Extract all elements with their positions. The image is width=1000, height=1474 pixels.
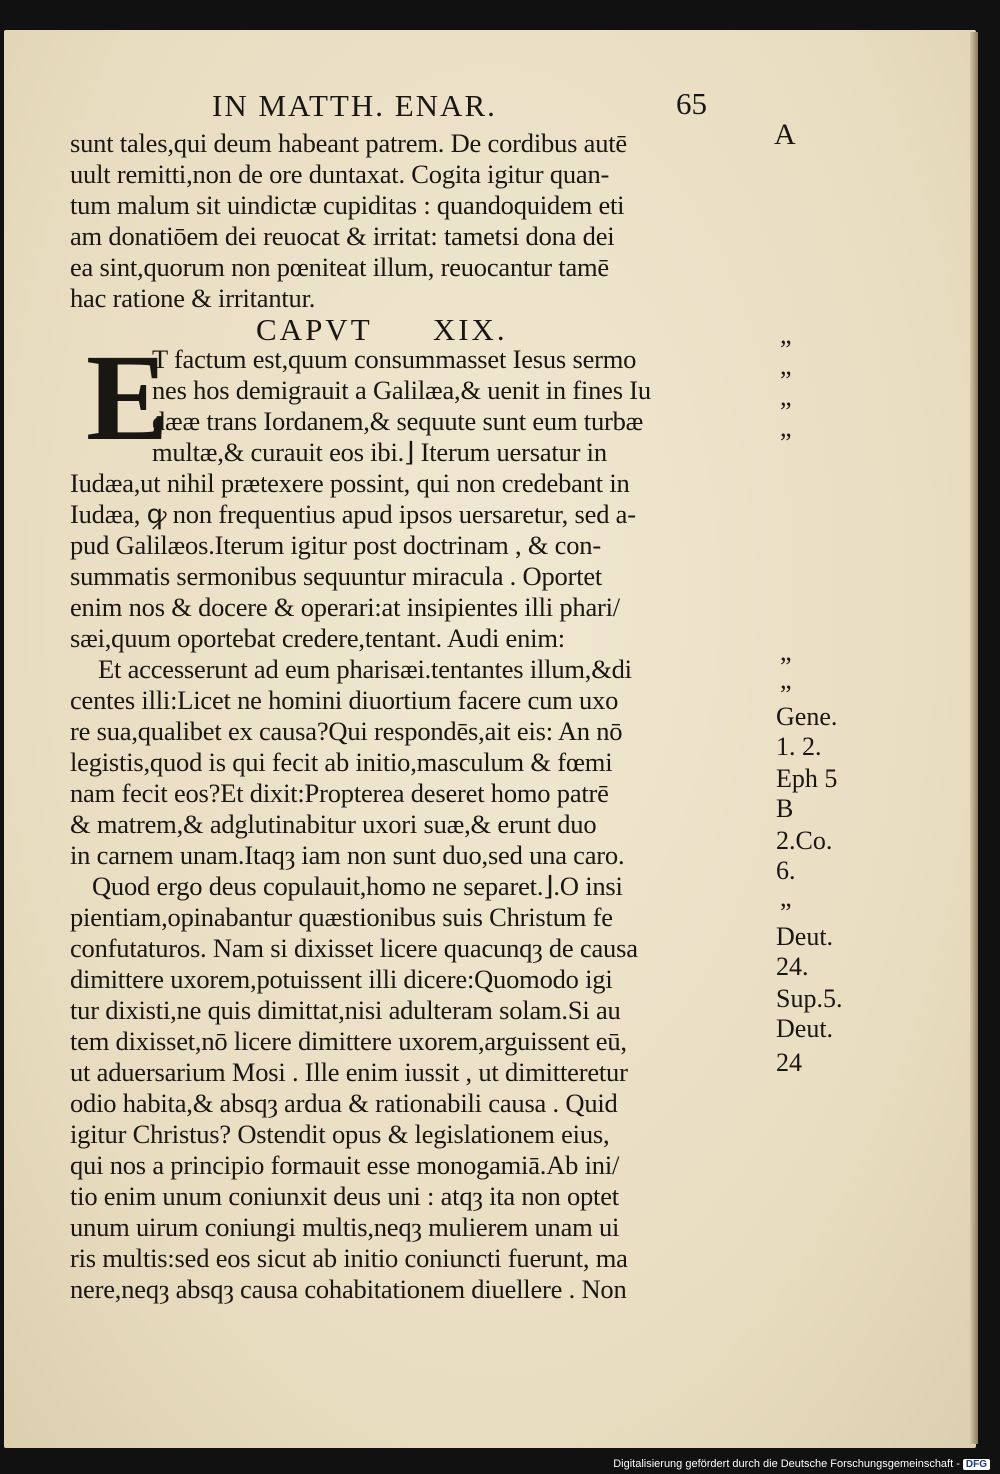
margin-letter: A [774, 118, 796, 151]
text-line: & matrem,& adglutinabitur uxori suæ,& erunt duo [70, 809, 597, 839]
text-line: uult remitti,non de ore duntaxat. Cogita igitur quan- [70, 159, 610, 189]
running-head: IN MATTH. ENAR. [212, 88, 497, 123]
margin-mark: ” [780, 366, 792, 395]
text-line: re sua,qualibet ex causa?Qui respondēs,ait eis: An nō [70, 716, 623, 746]
text-line: pientiam,opinabantur quæstionibus suis Christum fe [70, 902, 613, 932]
margin-note: Deut. [776, 1014, 834, 1043]
text-line: igitur Christus? Ostendit opus & legislationem eius, [70, 1119, 610, 1149]
digitization-credit [613, 1458, 990, 1470]
margin-note: 1. 2. [776, 732, 822, 761]
text-line: in carnem unam.Itaqȝ iam non sunt duo,sed una caro. [70, 840, 625, 870]
text-line: sunt tales,qui deum habeant patrem. De cordibus autē [70, 128, 627, 158]
margin-note: B [776, 794, 794, 823]
text-line: tio enim unum coniunxit deus uni : atqȝ ita non optet [70, 1181, 619, 1211]
text-line: qui nos a principio formauit esse monogamiā.Ab ini/ [70, 1150, 620, 1180]
margin-note: 6. [776, 856, 796, 885]
text-line: nere,neqȝ absqȝ causa cohabitationem diuellere . Non [70, 1274, 627, 1304]
margin-note: 24 [776, 1048, 802, 1077]
text-line: legistis,quod is qui fecit ab initio,masculum & fœmi [70, 747, 613, 777]
margin-mark: ” [780, 397, 792, 426]
margin-note: Eph 5 [776, 764, 838, 793]
text-line: Et accesserunt ad eum pharisæi.tentantes illum,&di [98, 654, 632, 684]
text-line: pud Galilæos.Iterum igitur post doctrinam , & con- [70, 530, 601, 560]
margin-mark: ” [780, 652, 792, 681]
text-line: ris multis:sed eos sicut ab initio coniuncti fuerunt, ma [70, 1243, 628, 1273]
text-line: unum uirum coniungi multis,neqȝ mulierem unam ui [70, 1212, 620, 1242]
page-edge [970, 32, 978, 1444]
text-line: dimittere uxorem,potuissent illi dicere:Quomodo igi [70, 964, 613, 994]
margin-note: Deut. [776, 922, 834, 951]
page-number: 65 [676, 86, 707, 121]
margin-mark: ” [780, 680, 792, 709]
text-line: nes hos demigrauit a Galilæa,& uenit in fines Iu [152, 375, 651, 405]
margin-note: Sup.5. [776, 984, 843, 1013]
text-line: summatis sermonibus sequuntur miracula . Oportet [70, 561, 603, 591]
text-line: nam fecit eos?Et dixit:Propterea deseret homo patrē [70, 778, 609, 808]
credit-text: Digitalisierung gefördert durch die Deutsche Forschungsgemeinschaft - [613, 1458, 960, 1470]
margin-note: 2.Co. [776, 826, 833, 855]
text-line: multæ,& curauit eos ibi.⌋ Iterum uersatur in [152, 437, 607, 467]
text-line: T factum est,quum consummasset Iesus sermo [152, 344, 637, 374]
text-line: centes illi:Licet ne homini diuortium facere cum uxo [70, 685, 619, 715]
margin-mark: ” [780, 898, 792, 927]
margin-note: 24. [776, 952, 809, 981]
margin-mark: ” [780, 428, 792, 457]
text-line: Iudæa, ꝙ non frequentius apud ipsos uersaretur, sed a- [70, 499, 636, 529]
dfg-logo: DFG [963, 1459, 990, 1470]
text-line: dææ trans Iordanem,& sequute sunt eum turbæ [152, 406, 644, 436]
text-line: am donatiōem dei reuocat & irritat: tametsi dona dei [70, 221, 615, 251]
text-line: confutaturos. Nam si dixisset licere quacunqȝ de causa [70, 933, 638, 963]
text-line: Quod ergo deus copulauit,homo ne separet.⌋.O insi [92, 871, 623, 901]
text-line: sæi,quum oportebat credere,tentant. Audi enim: [70, 623, 565, 653]
text-line: tum malum sit uindictæ cupiditas : quandoquidem eti [70, 190, 625, 220]
text-line: enim nos & docere & operari:at insipientes illi phari/ [70, 592, 620, 622]
initial-letter: E [86, 329, 169, 466]
text-line: Iudæa,ut nihil prætexere possint, qui non credebant in [70, 468, 630, 498]
text-line: odio habita,& absqȝ ardua & rationabili causa . Quid [70, 1088, 618, 1118]
margin-mark: ” [780, 335, 792, 364]
text-line: tur dixisti,ne quis dimittat,nisi adulteram solam.Si au [70, 995, 621, 1025]
margin-note: Gene. [776, 702, 838, 731]
text-line: ea sint,quorum non pœniteat illum, reuocantur tamē [70, 252, 609, 282]
text-line: ut aduersarium Mosi . Ille enim iussit , ut dimitteretur [70, 1057, 628, 1087]
text-line: tem dixisset,nō licere dimittere uxorem,arguissent eū, [70, 1026, 627, 1056]
chapter-heading: CAPVT XIX. [256, 312, 508, 347]
text-line: hac ratione & irritantur. [70, 283, 316, 313]
